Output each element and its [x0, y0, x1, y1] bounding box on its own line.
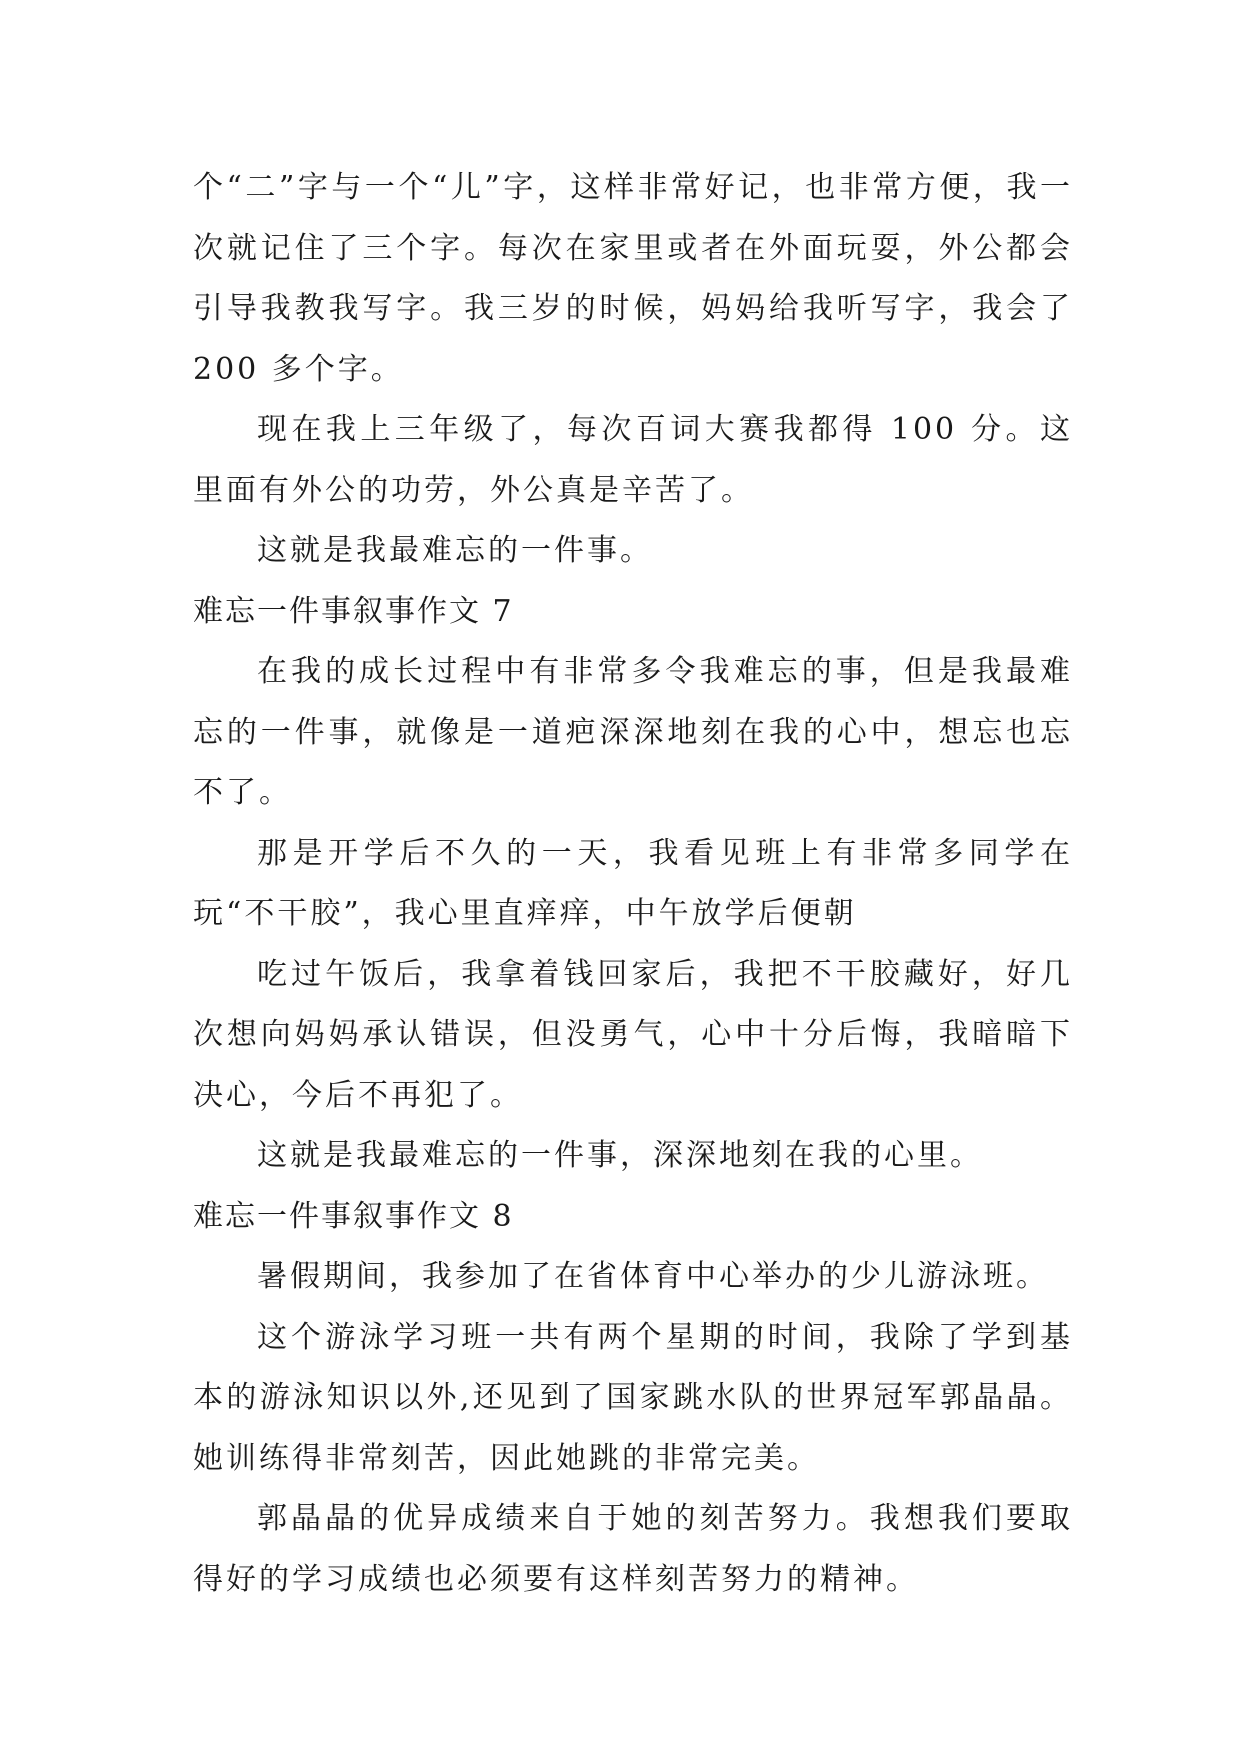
paragraph-8: 暑假期间，我参加了在省体育中心举办的少儿游泳班。	[257, 1259, 1049, 1294]
paragraph-6: 吃过午饭后，我拿着钱回家后，我把不干胶藏好，好几次想向妈妈承认错误，但没勇气，心中十分后悔，我暗暗下决心，今后不再犯了。	[193, 956, 1073, 1113]
paragraph-1: 个“二”字与一个“儿”字，这样非常好记，也非常方便，我一次就记住了三个字。每次在家里或者在外面玩耍，外公都会引导我教我写字。我三岁的时候，妈妈给我听写字，我会了 200 多个字。	[193, 170, 1073, 387]
paragraph-9: 这个游泳学习班一共有两个星期的时间，我除了学到基本的游泳知识以外,还见到了国家跳水队的世界冠军郭晶晶。她训练得非常刻苦，因此她跳的非常完美。	[193, 1319, 1073, 1476]
paragraph-2: 现在我上三年级了，每次百词大赛我都得 100 分。这里面有外公的功劳，外公真是辛苦了。	[193, 412, 1073, 508]
section-heading-7: 难忘一件事叙事作文 7	[193, 593, 514, 629]
paragraph-10: 郭晶晶的优异成绩来自于她的刻苦努力。我想我们要取得好的学习成绩也必须要有这样刻苦努力的精神。	[193, 1501, 1073, 1597]
paragraph-3: 这就是我最难忘的一件事。	[257, 533, 653, 568]
paragraph-7: 这就是我最难忘的一件事，深深地刻在我的心里。	[257, 1138, 983, 1173]
paragraph-4: 在我的成长过程中有非常多令我难忘的事，但是我最难忘的一件事，就像是一道疤深深地刻在我的心中，想忘也忘不了。	[193, 654, 1073, 810]
paragraph-5: 那是开学后不久的一天，我看见班上有非常多同学在玩“不干胶”，我心里直痒痒，中午放学后便朝	[193, 835, 1073, 931]
document-body	[193, 158, 1073, 1610]
section-heading-8: 难忘一件事叙事作文 8	[193, 1198, 514, 1234]
